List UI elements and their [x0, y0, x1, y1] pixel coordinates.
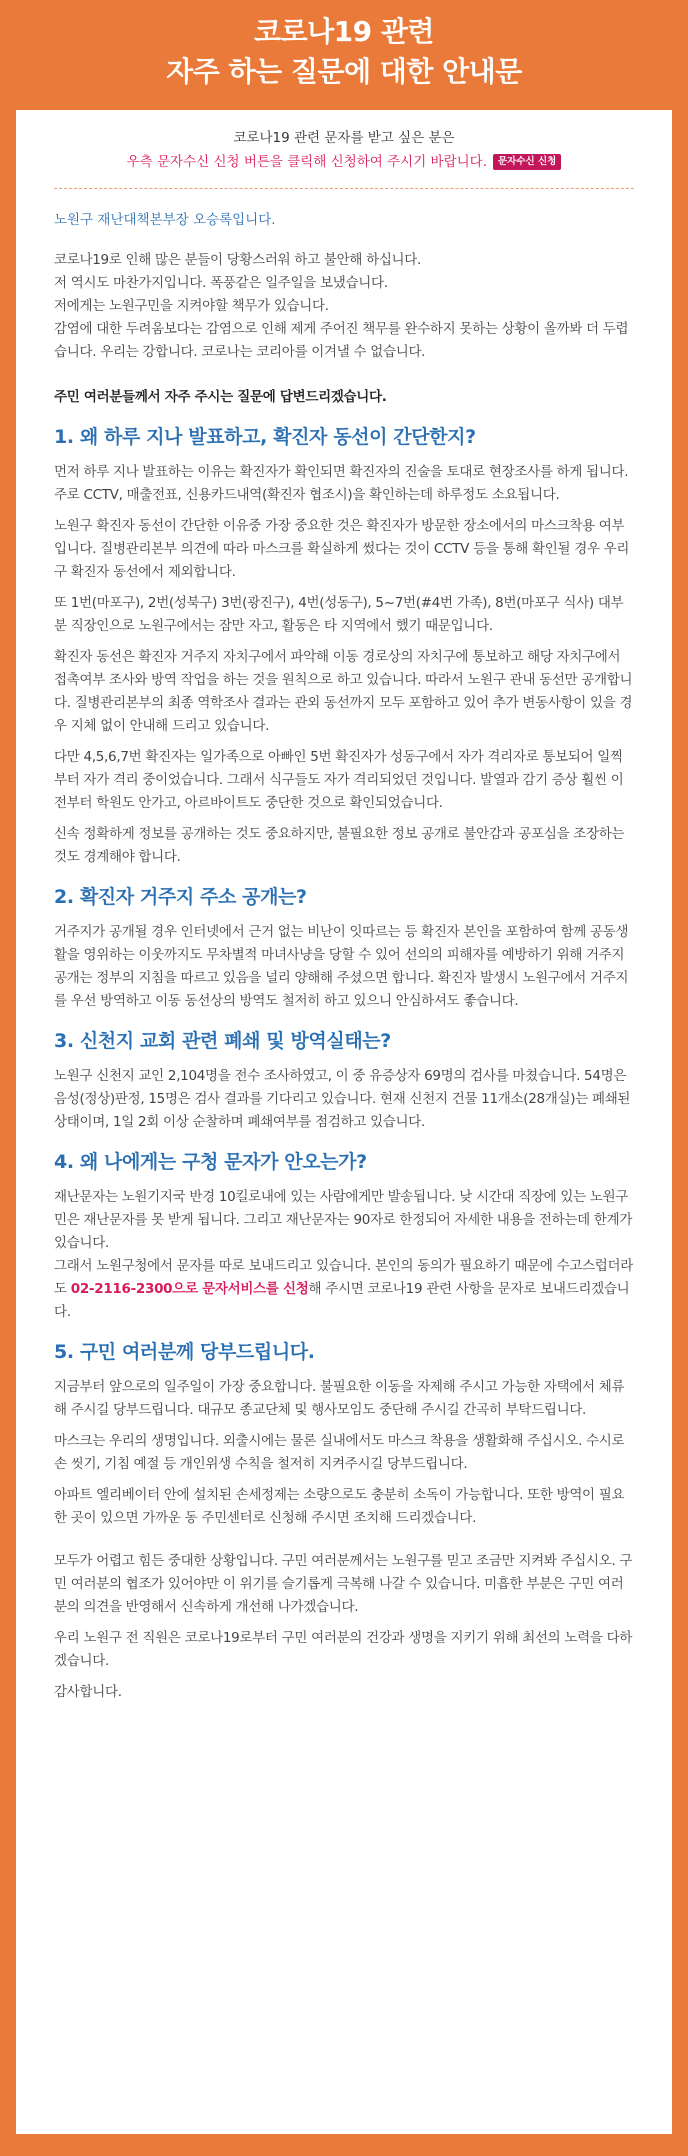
spacer [54, 364, 634, 376]
closing-thanks: 감사합니다. [54, 1684, 122, 1700]
closing-paragraph: 우리 노원구 전 직원은 코로나19로부터 구민 여러분의 건강과 생명을 지키기 위해 최선의 노력을 다하겠습니다. [54, 1630, 633, 1669]
notice-line1: 코로나19 관련 문자를 받고 싶은 분은 [233, 130, 455, 146]
spacer [54, 1673, 634, 1681]
section-1-paragraph: 확진자 동선은 확진자 거주지 자치구에서 파악해 이동 경로상의 자치구에 통보하고 해당 자치구에서 접촉여부 조사와 방역 작업을 하는 것을 원칙으로 하고 있습니다. 따라서 노원구 관내 동선만 공개합니다. 질병관리본부의 최종 역학조사 결과는 관외 동선까지 모두 포함하고 있어 추가 변동사항이 있을 경우 지체 없이 안내해 드리고 있습니다. [54, 649, 633, 734]
spacer [54, 1476, 634, 1484]
banner-title-line1: 코로나19 관련 [254, 15, 434, 48]
section-3-paragraph: 노원구 신천지 교인 2,104명을 전수 조사하였고, 이 중 유증상자 69명의 검사를 마쳤습니다. 54명은 음성(정상)판정, 15명은 검사 결과를 기다리고 있습니다. 현재 신천지 건물 11개소(28개실)는 폐쇄된 상태이며, 1일 2회 이상 순찰하며 폐쇄여부를 점검하고 있습니다. [54, 1068, 631, 1130]
section-1-paragraph: 먼저 하루 지나 발표하는 이유는 확진자가 확인되면 확진자의 진술을 토대로 현장조사를 하게 됩니다. 주로 CCTV, 매출전표, 신용카드내역(확진자 협조시)을 확인하는데 하루정도 소요됩니다. [54, 464, 629, 503]
section-5-paragraph: 지금부터 앞으로의 일주일이 가장 중요합니다. 불필요한 이동을 자제해 주시고 가능한 자택에서 체류해 주시길 당부드립니다. 대규모 종교단체 및 행사모임도 중단해 주시길 간곡히 부탁드립니다. [54, 1379, 625, 1418]
section-5-paragraph: 아파트 엘리베이터 안에 설치된 손세정제는 소량으로도 충분히 소독이 가능합니다. 또한 방역이 필요한 곳이 있으면 가까운 동 주민센터로 신청해 주시면 조치해 드리겠습니다. [54, 1487, 625, 1526]
section-title-1: 1. 왜 하루 지나 발표하고, 확진자 동선이 간단한지? [54, 426, 476, 448]
section-title-5: 5. 구민 여러분께 당부드립니다. [54, 1341, 315, 1363]
sms-phone-emphasis: 02-2116-2300으로 문자서비스를 신청 [70, 1281, 309, 1297]
section-4-paragraph: 재난문자는 노원기지국 반경 10킬로내에 있는 사람에게만 발송됩니다. 낮 시간대 직장에 있는 노원구민은 재난문자를 못 받게 됩니다. 그리고 재난문자는 90자로 한정되어 자세한 내용을 전하는데 한계가 있습니다. [54, 1189, 633, 1251]
intro-line: 감염에 대한 두려움보다는 감염으로 인해 제게 주어진 책무를 완수하지 못하는 상황이 올까봐 더 두렵습니다. 우리는 강합니다. 코로나는 코리아를 이겨낼 수 없습니다. [54, 321, 629, 360]
dashed-divider [54, 188, 634, 189]
spacer [54, 638, 634, 646]
section-1-paragraph: 노원구 확진자 동선이 간단한 이유중 가장 중요한 것은 확진자가 방문한 장소에서의 마스크착용 여부입니다. 질병관리본부 의견에 따라 마스크를 확실하게 썼다는 것이 CCTV 등을 통해 확인될 경우 우리구 확진자 동선에서 제외합니다. [54, 518, 630, 580]
spacer [54, 584, 634, 592]
spacer [54, 738, 634, 746]
intro-line: 저에게는 노원구민을 지켜야할 책무가 있습니다. [54, 298, 329, 314]
intro-line: 코로나19로 인해 많은 분들이 당황스러워 하고 불안해 하십니다. [54, 252, 422, 268]
section-title-4: 4. 왜 나에게는 구청 문자가 안오는가? [54, 1151, 367, 1173]
spacer [54, 507, 634, 515]
section-4-sms-paragraph [54, 1255, 634, 1324]
spacer [54, 1542, 634, 1550]
section-1-paragraph: 다만 4,5,6,7번 확진자는 일가족으로 아빠인 5번 확진자가 성동구에서 자가 격리자로 통보되어 일찍부터 자가 격리 중이었습니다. 그래서 식구들도 자가 격리되었던 것입니다. 발열과 감기 증상 훨씬 이전부터 학원도 안가고, 아르바이트도 중단한 것으로 확인되었습니다. [54, 749, 624, 811]
content-card [16, 110, 672, 2134]
spacer [54, 1422, 634, 1430]
sms-notice [54, 126, 634, 174]
spacer [54, 1530, 634, 1542]
intro-question: 주민 여러분들께서 자주 주시는 질문에 답변드리겠습니다. [54, 389, 387, 405]
closing-paragraph: 모두가 어렵고 힘든 중대한 상황입니다. 구민 여러분께서는 노원구를 믿고 조금만 지켜봐 주십시오. 구민 여러분의 협조가 있어야만 이 위기를 슬기롭게 극복해 나갈 수 있습니다. 미흡한 부분은 구민 여러분의 의견을 반영해서 신속하게 개선해 나가겠습니다. [54, 1553, 633, 1615]
sms-subscribe-button[interactable]: 문자수신 신청 [493, 154, 561, 170]
intro-line: 저 역시도 마찬가지입니다. 폭풍같은 일주일을 보냈습니다. [54, 275, 388, 291]
notice-line2 [54, 150, 634, 174]
sms-text-after: 해 주시면 코로나19 관련 사항을 문자로 보내드리겠습니다. [54, 1281, 630, 1320]
section-5-paragraph: 마스크는 우리의 생명입니다. 외출시에는 물론 실내에서도 마스크 착용을 생활화해 주십시오. 수시로 손 씻기, 기침 예절 등 개인위생 수칙을 철저히 지켜주시길 당부드립니다. [54, 1433, 625, 1472]
spacer [54, 1619, 634, 1627]
spacer [54, 815, 634, 823]
section-1-paragraph: 신속 정확하게 정보를 공개하는 것도 중요하지만, 불필요한 정보 공개로 불안감과 공포심을 조장하는 것도 경계해야 합니다. [54, 826, 625, 865]
banner-title-line2: 자주 하는 질문에 대한 안내문 [166, 55, 522, 88]
sms-text-before: 그래서 노원구청에서 문자를 따로 보내드리고 있습니다. 본인의 동의가 필요하기 때문에 수고스럽더라도 [54, 1258, 634, 1297]
notice-line2-text: 우측 문자수신 신청 버튼을 클릭해 신청하여 주시기 바랍니다. [126, 154, 487, 170]
section-2-paragraph: 거주지가 공개될 경우 인터넷에서 근거 없는 비난이 잇따르는 등 확진자 본인을 포함하여 함께 공동생활을 영위하는 이웃까지도 무차별적 마녀사냥을 당할 수 있어 선의의 피해자를 예방하기 위해 거주지 공개는 정부의 지침을 따르고 있음을 널리 양해해 주셨으면 합니다. 확진자 발생시 노원구에서 거주지를 우선 방역하고 이동 동선상의 방역도 철저히 하고 있으니 안심하셔도 좋습니다. [54, 924, 629, 1009]
section-1-paragraph: 또 1번(마포구), 2번(성북구) 3번(광진구), 4번(성동구), 5~7번(#4번 가족), 8번(마포구 식사) 대부분 직장인으로 노원구에서는 잠만 자고, 활동은 타 지역에서 했기 때문입니다. [54, 595, 624, 634]
section-title-3: 3. 신천지 교회 관련 폐쇄 및 방역실태는? [54, 1030, 391, 1052]
header-banner [16, 0, 672, 110]
sender-line: 노원구 재난대책본부장 오승록입니다. [54, 212, 276, 228]
section-title-2: 2. 확진자 거주지 주소 공개는? [54, 886, 307, 908]
